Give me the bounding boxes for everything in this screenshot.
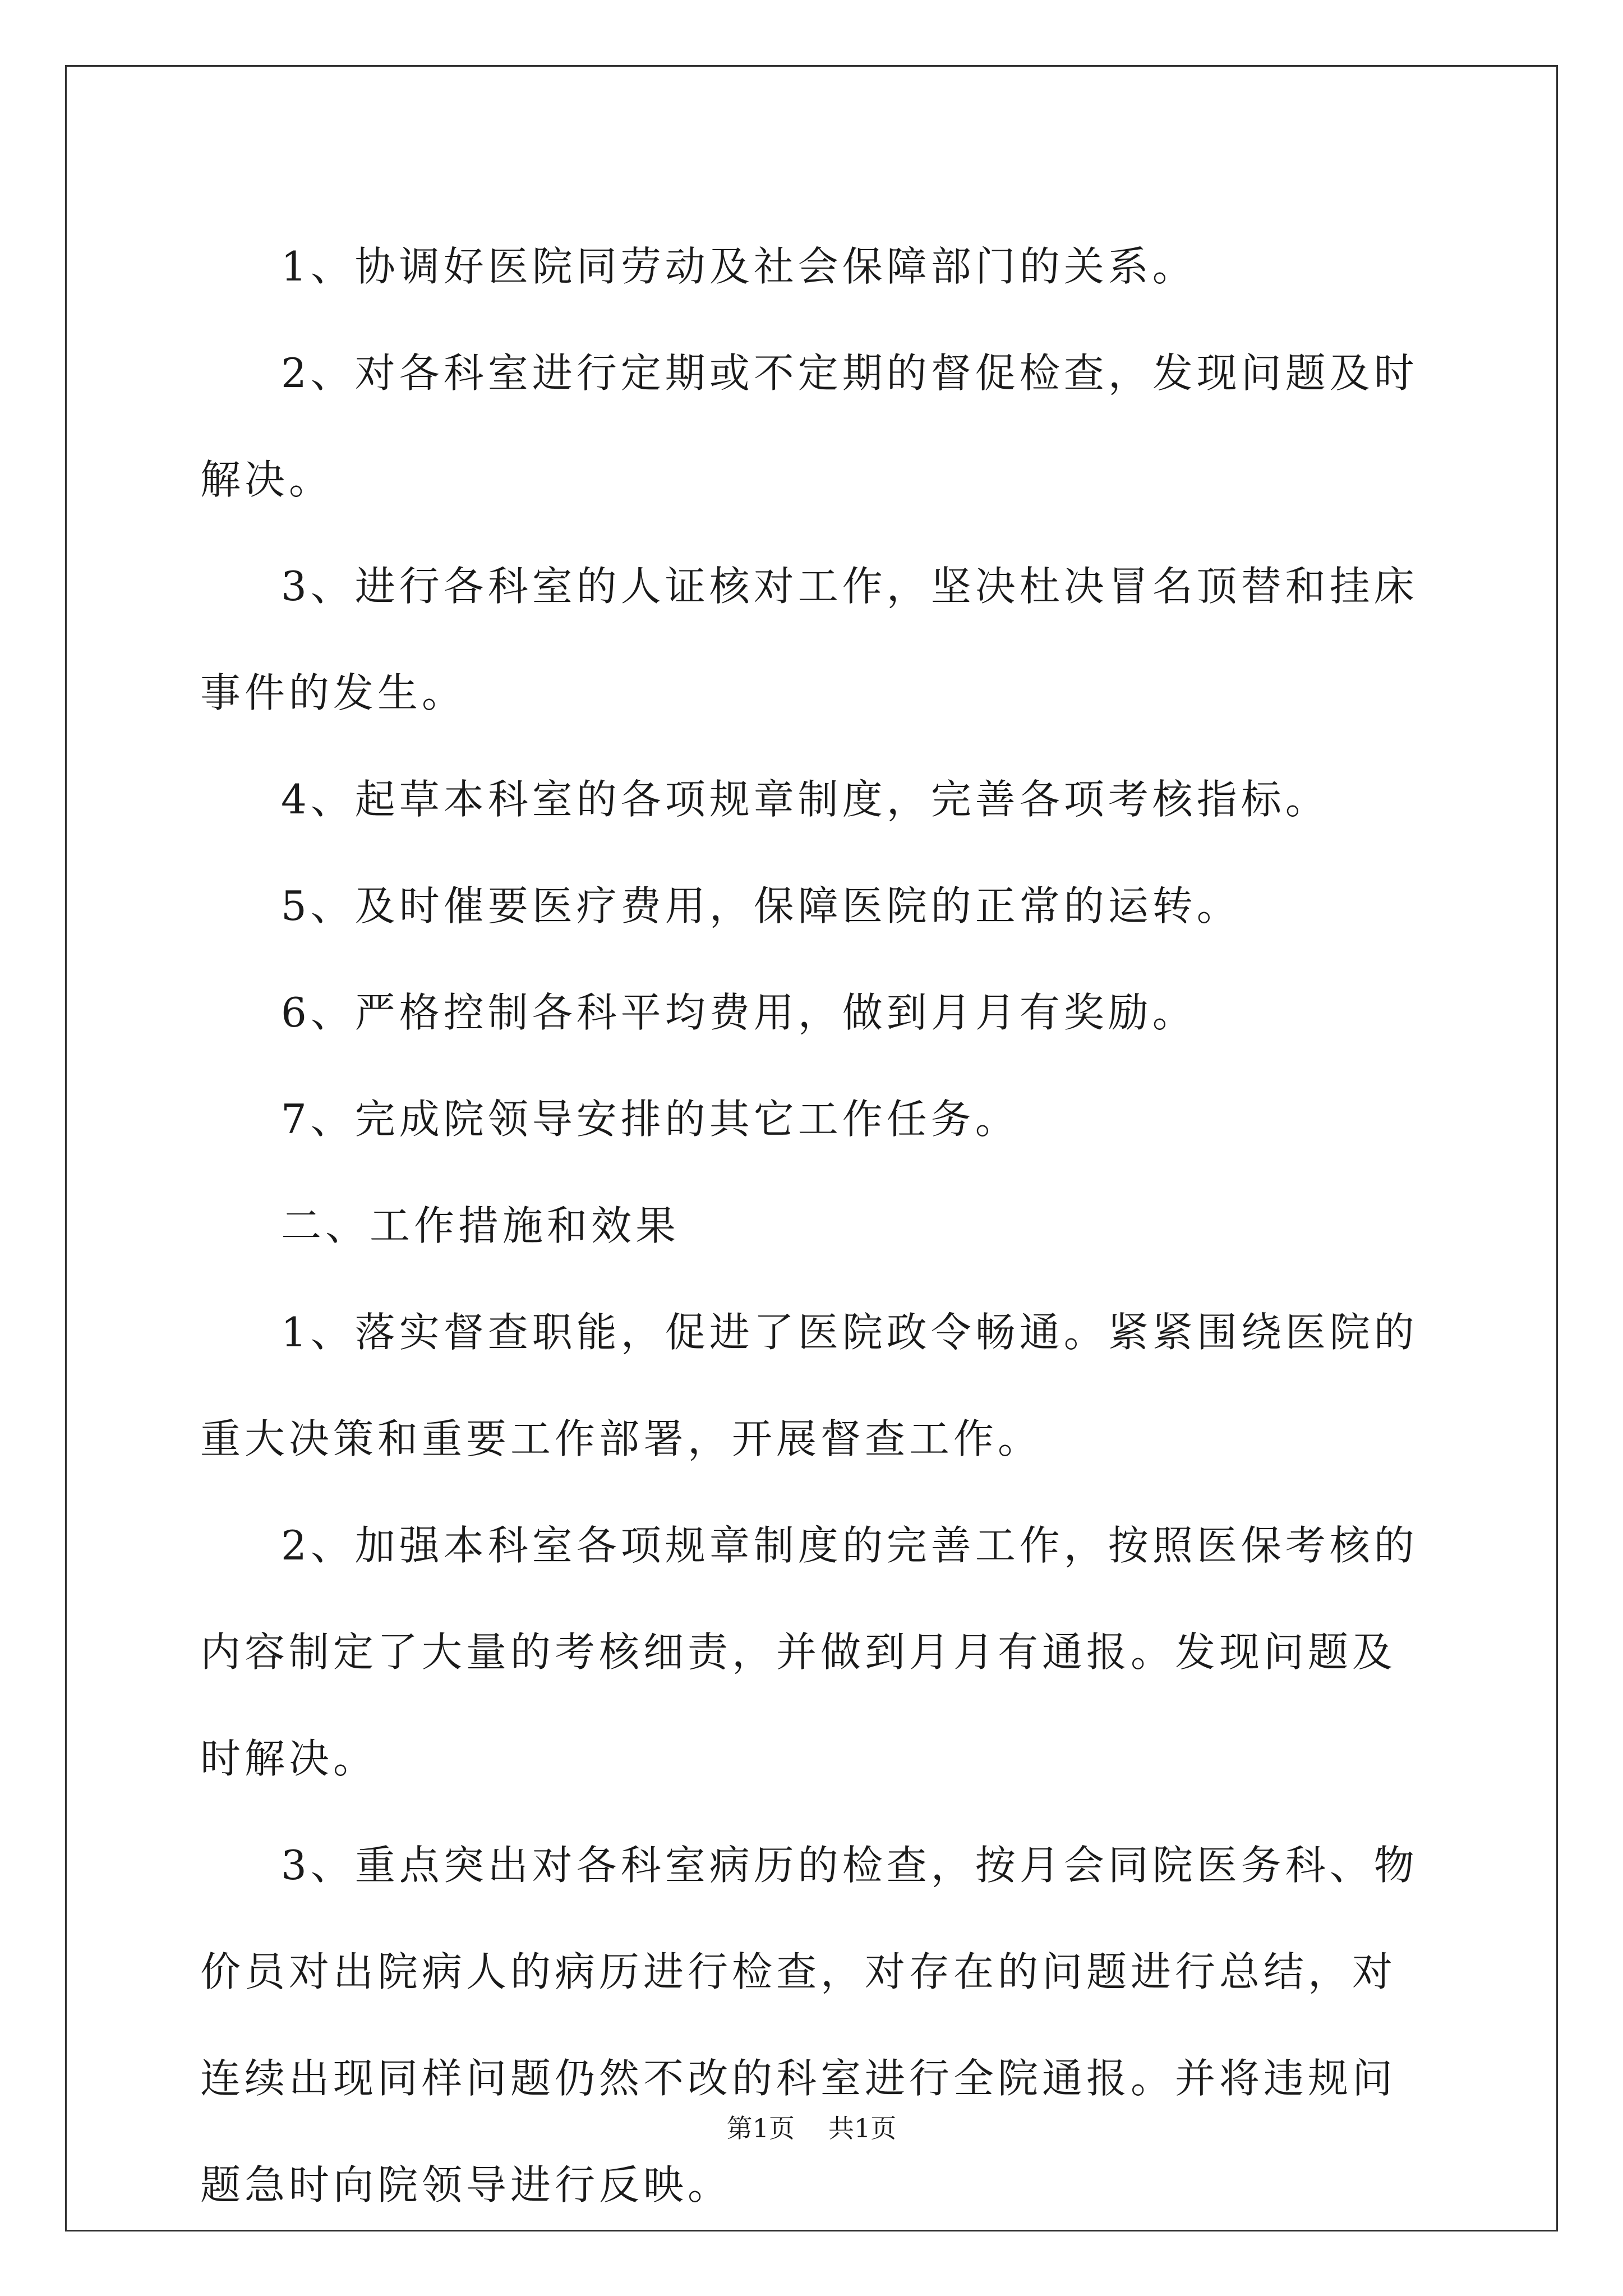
- paragraph-5: 5、及时催要医疗费用，保障医院的正常的运转。: [281, 882, 1241, 930]
- paragraph-2: 2、对各科室进行定期或不定期的督促检查，发现问题及时解决。: [200, 349, 1418, 503]
- page-number: 第1页: [726, 2113, 795, 2143]
- paragraph-4: 4、起草本科室的各项规章制度，完善各项考核指标。: [281, 776, 1330, 823]
- paragraph-1: 1、协调好医院同劳动及社会保障部门的关系。: [281, 243, 1197, 290]
- paragraph-10: 3、重点突出对各科室病历的检查，按月会同院医务科、物价员对出院病人的病历进行检查，对存在的问题进行总结，对连续出现同样问题仍然不改的科室进行全院通报。并将违规问题急时向院领导进行反映。: [200, 1842, 1418, 2208]
- page-total: 共1页: [828, 2113, 897, 2143]
- section-heading: 二、工作措施和效果: [281, 1202, 680, 1249]
- page-footer: [0, 2108, 1623, 2145]
- paragraph-3: 3、进行各科室的人证核对工作，坚决杜决冒名顶替和挂床事件的发生。: [200, 563, 1418, 716]
- paragraph-6: 6、严格控制各科平均费用，做到月月有奖励。: [281, 989, 1197, 1036]
- paragraph-7: 7、完成院领导安排的其它工作任务。: [281, 1096, 1020, 1143]
- paragraph-8: 1、落实督查职能，促进了医院政令畅通。紧紧围绕医院的重大决策和重要工作部署，开展督查工作。: [200, 1309, 1418, 1462]
- document-body: [200, 213, 1428, 2238]
- paragraph-9: 2、加强本科室各项规章制度的完善工作，按照医保考核的内容制定了大量的考核细责，并做到月月有通报。发现问题及时解决。: [200, 1522, 1418, 1782]
